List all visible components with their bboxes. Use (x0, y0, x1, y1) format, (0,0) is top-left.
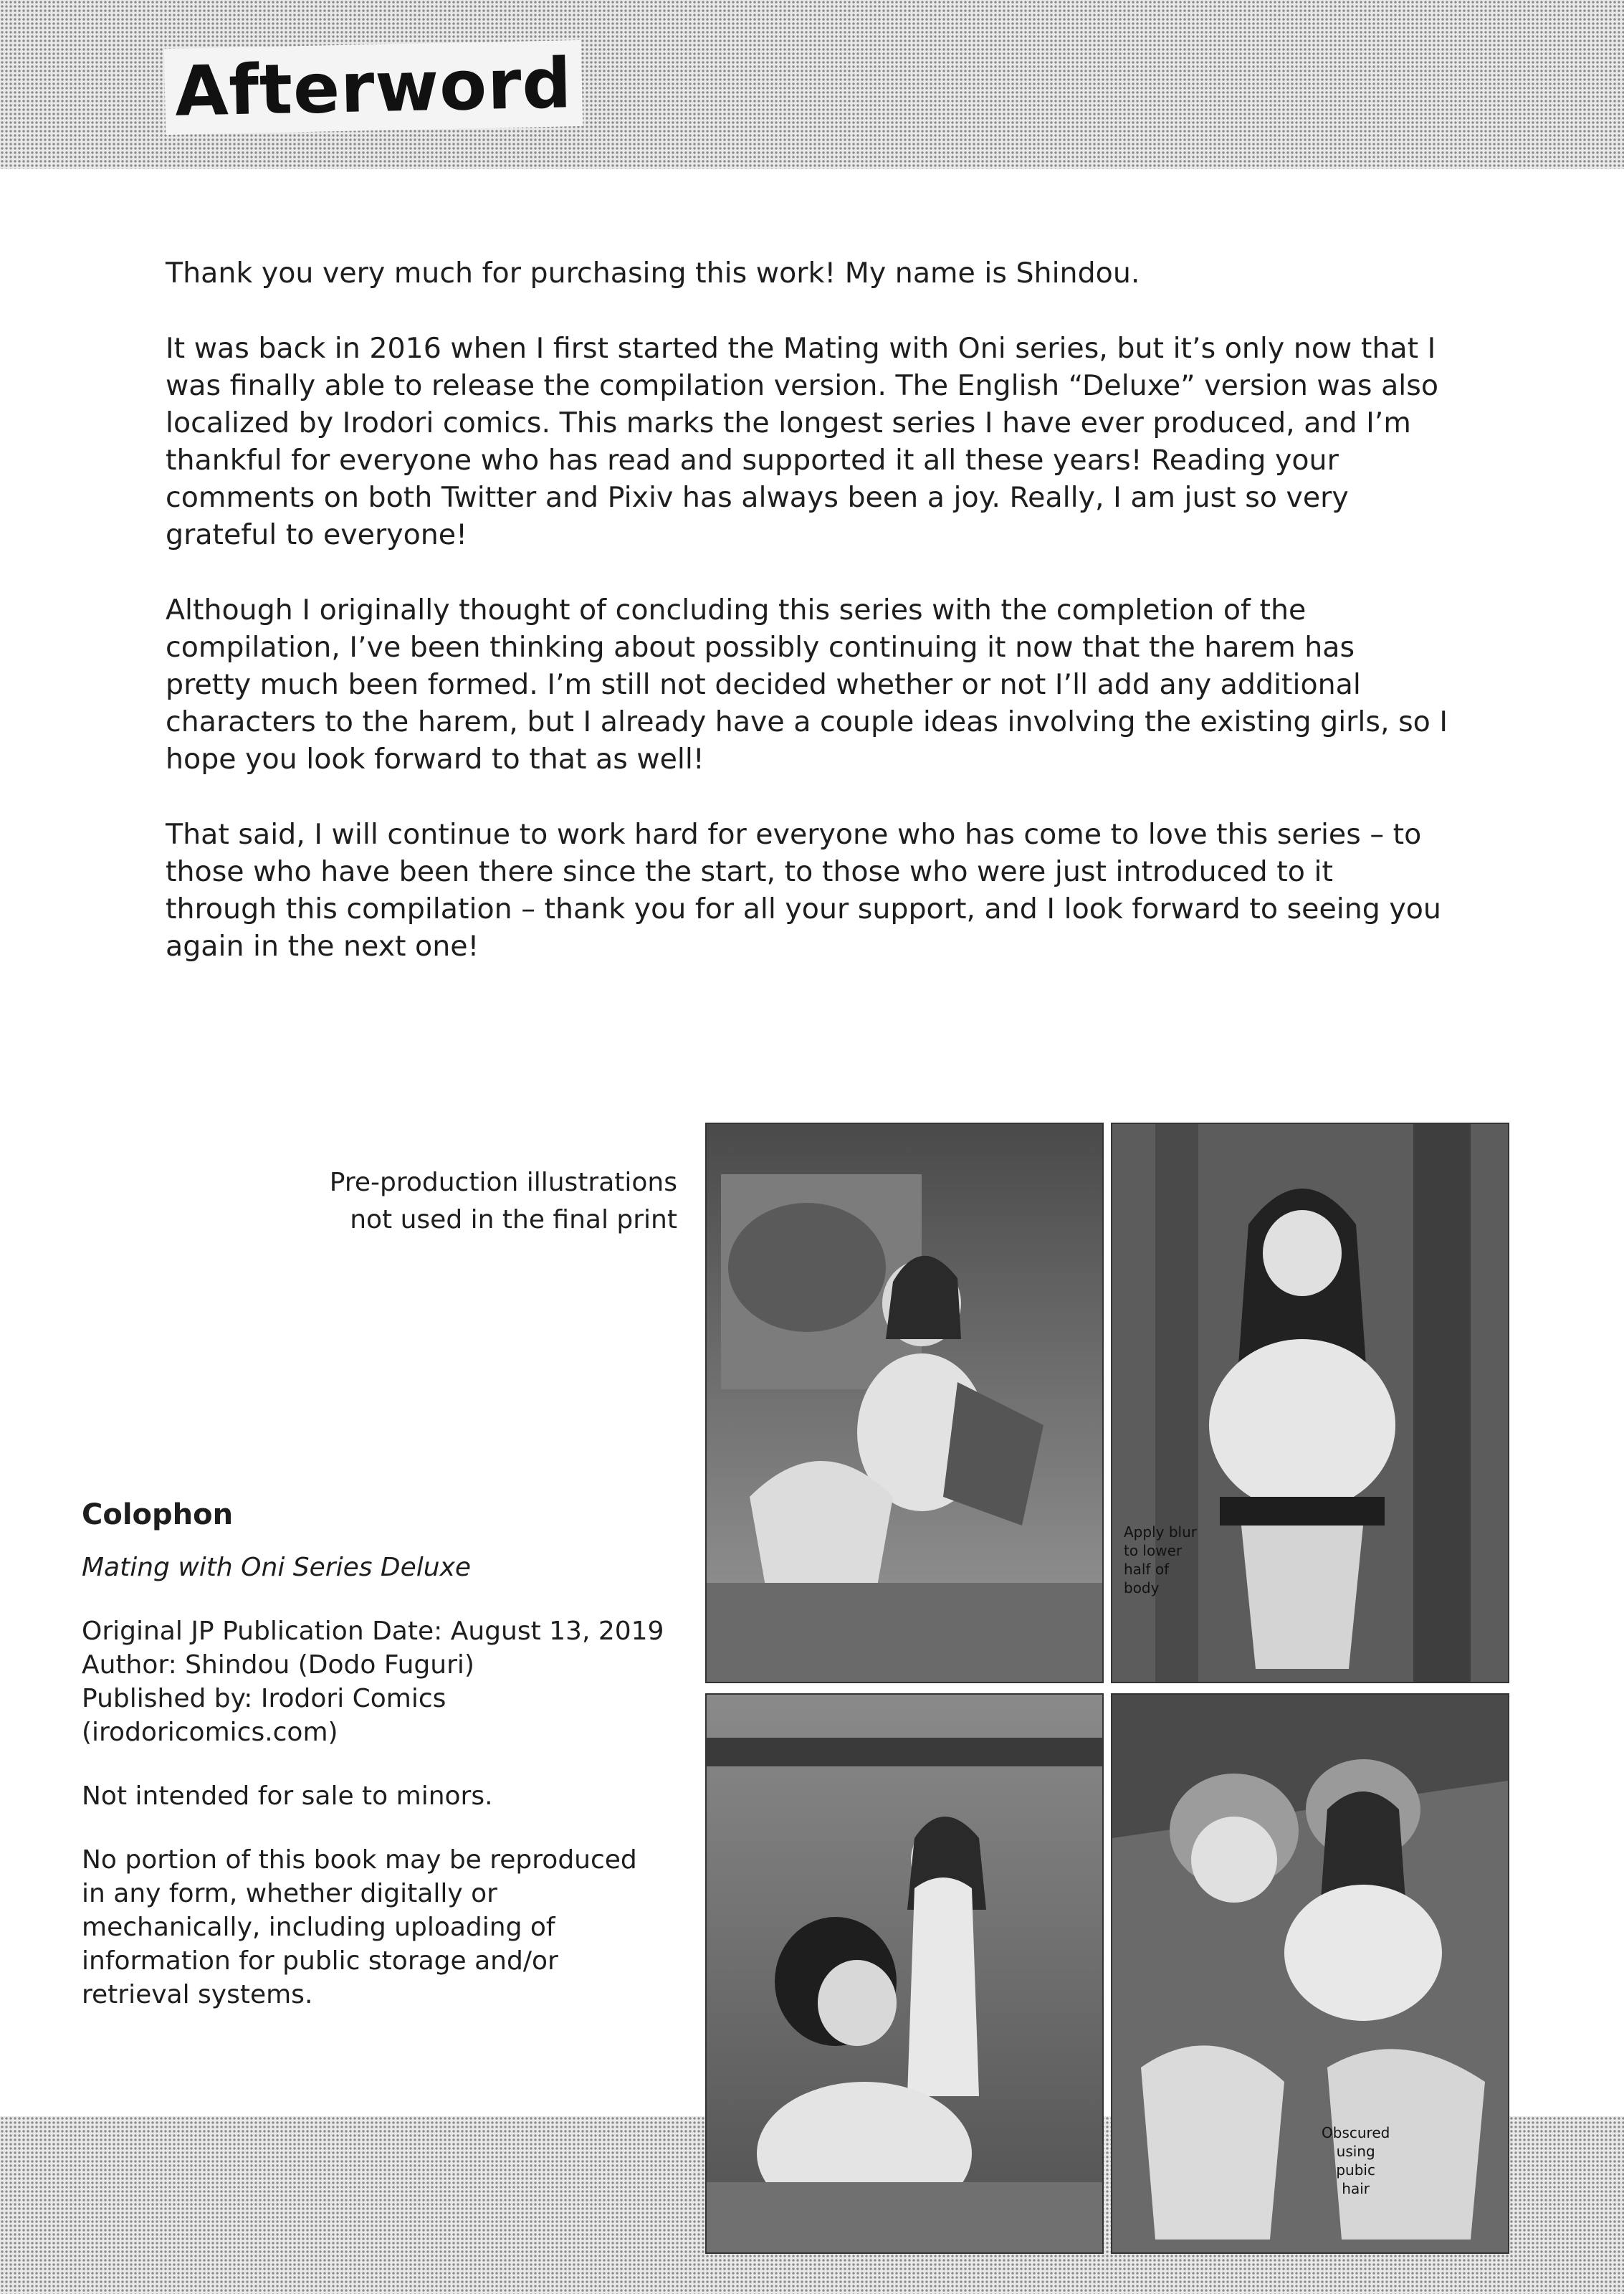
caption-line: Pre-production illustrations (329, 1168, 677, 1197)
note-line: pubic (1336, 2161, 1375, 2179)
note-line: Obscured (1322, 2124, 1390, 2141)
publication-date: Original JP Publication Date: August 13, 2019 (82, 1617, 664, 1646)
note-line: to lower (1124, 1542, 1183, 1559)
note-line: using (1336, 2143, 1375, 2160)
caption-line: not used in the final print (350, 1205, 677, 1234)
note-line: Apply blur (1124, 1523, 1197, 1541)
rights-line: retrieval systems. (82, 1980, 313, 2009)
colophon (82, 1498, 677, 2042)
blur-note (1124, 1523, 1197, 1597)
note-line: body (1124, 1579, 1160, 1596)
colophon-heading: Colophon (82, 1498, 234, 1531)
publication-details (82, 1614, 677, 1749)
afterword-text (166, 254, 1448, 1003)
age-notice (82, 1779, 677, 1813)
afterword-paragraph: That said, I will continue to work hard for everyone who has come to love this series – to those who have been there since the start, to those who were just introduced to it through this compilation – thank you for all your support, and I look forward to seeing you again in the next one! (166, 818, 1441, 963)
rights-line: in any form, whether digitally or (82, 1879, 497, 1908)
illustration-panel-1 (707, 1124, 1102, 1682)
illustration-panel-2 (1112, 1124, 1508, 1682)
rights-line: information for public storage and/or (82, 1946, 558, 1976)
illustration-panel-3 (707, 1695, 1102, 2252)
publisher-website: (irodoricomics.com) (82, 1718, 338, 1747)
afterword-paragraph: Although I originally thought of concluding this series with the completion of the compilation, I’ve been thinking about possibly continuing it now that the harem has pretty much been formed. I’m still not decided whether or not I’ll add any additional characters to the harem, but I already have a couple ideas involving the existing girls, so I hope you look forward to that as well! (166, 594, 1448, 776)
obscured-note (1322, 2123, 1390, 2198)
illustration-caption (244, 1164, 677, 1239)
note-line: hair (1342, 2180, 1370, 2197)
author-credit: Author: Shindou (Dodo Fuguri) (82, 1650, 474, 1680)
rights-notice (82, 1843, 677, 2012)
rights-line: mechanically, including uploading of (82, 1913, 555, 1942)
afterword-paragraph: It was back in 2016 when I first started the Mating with Oni series, but it’s only now that I was finally able to release the compilation version. The English “Deluxe” version was also localized by Irodori comics. This marks the longest series I have ever produced, and I’m thankful for everyone who has read and supported it all these years! Reading your comments on both Twitter and Pixiv has always been a joy. Really, I am just so very grateful to everyone! (166, 332, 1438, 551)
colophon-book-title: Mating with Oni Series Deluxe (82, 1553, 472, 1582)
rights-line: No portion of this book may be reproduced (82, 1845, 637, 1875)
afterword-paragraph: Thank you very much for purchasing this work! My name is Shindou. (166, 257, 1140, 290)
publisher-credit: Published by: Irodori Comics (82, 1684, 446, 1713)
age-notice-text: Not intended for sale to minors. (82, 1781, 493, 1811)
page-title: Afterword (164, 40, 583, 135)
note-line: half of (1124, 1561, 1170, 1578)
illustration-panel-4 (1112, 1695, 1508, 2252)
